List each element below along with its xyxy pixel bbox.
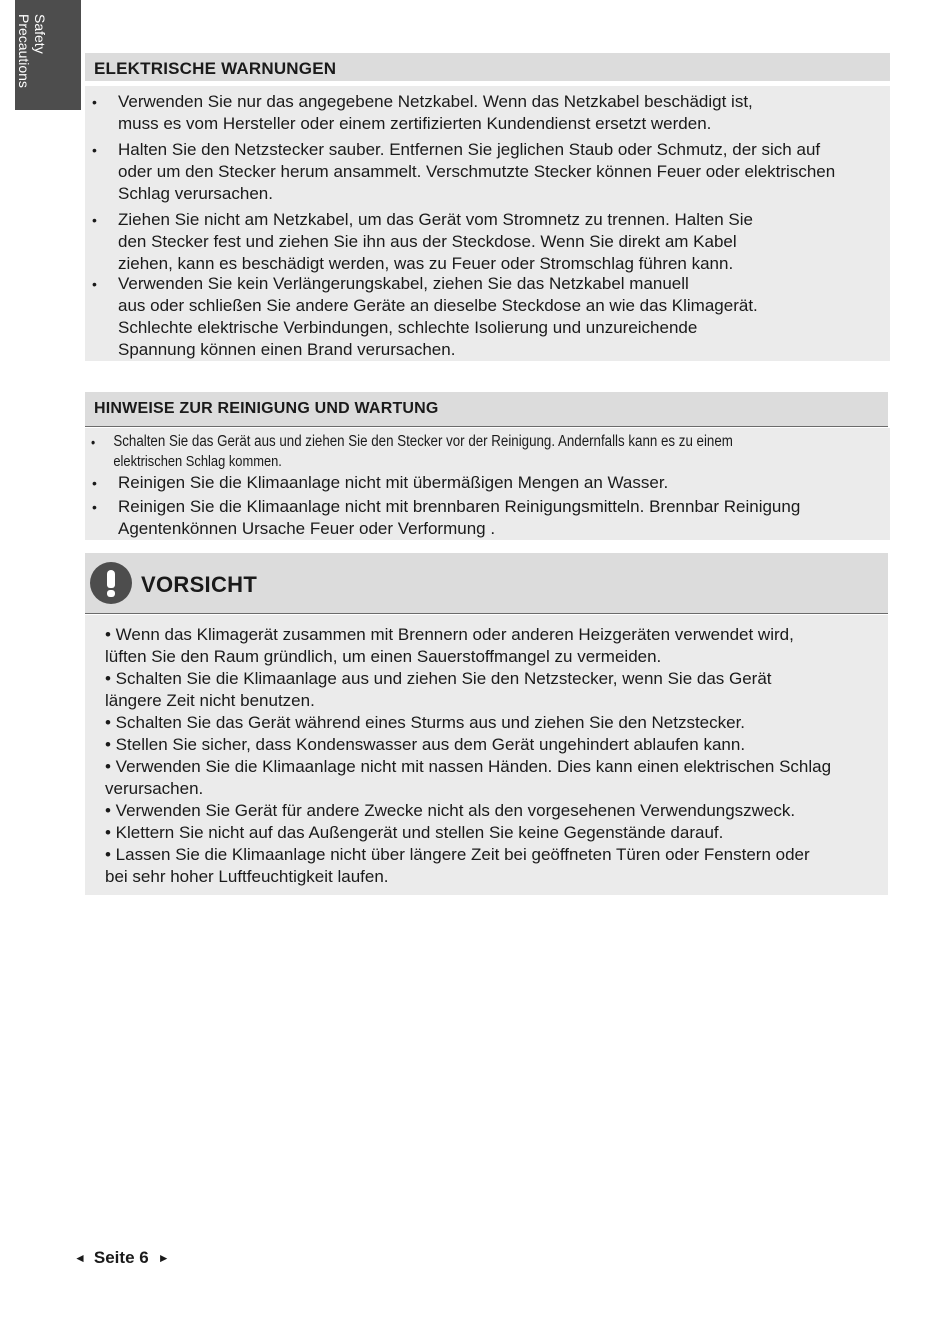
caution-line: • Lassen Sie die Klimaanlage nicht über längere Zeit bei geöffneten Türen oder Fenstern oder	[105, 845, 810, 864]
item-line: Spannung können einen Brand verursachen.	[118, 340, 456, 359]
electrical-warning-item	[85, 139, 835, 205]
item-line: Reinigen Sie die Klimaanlage nicht mit brennbaren Reinigungsmitteln. Brennbar Reinigung	[118, 497, 801, 516]
bullet-glyph: •	[91, 434, 96, 450]
prev-arrow-icon: ◄	[74, 1251, 86, 1265]
caution-list	[105, 624, 831, 888]
side-tab-label	[16, 14, 48, 88]
caution-line: • Verwenden Sie Gerät für andere Zwecke nicht als den vorgesehenen Verwendungszweck.	[105, 801, 796, 820]
bullet-glyph: •	[92, 212, 97, 228]
side-tab-line-2: Precautions	[16, 14, 32, 88]
cleaning-item	[85, 432, 913, 472]
caution-line: bei sehr hoher Luftfeuchtigkeit laufen.	[105, 867, 389, 886]
item-line: Schlag verursachen.	[118, 184, 273, 203]
item-line: ziehen, kann es beschädigt werden, was zu Feuer oder Stromschlag führen kann.	[118, 254, 734, 273]
caution-line: • Klettern Sie nicht auf das Außengerät und stellen Sie keine Gegenstände darauf.	[105, 823, 724, 842]
cleaning-item	[85, 496, 950, 540]
cleaning-maintenance-list	[85, 432, 950, 542]
caution-line: • Stellen Sie sicher, dass Kondenswasser aus dem Gerät ungehindert ablaufen kann.	[105, 735, 746, 754]
item-line: muss es vom Hersteller oder einem zertifizierten Kundendienst ersetzt werden.	[118, 114, 712, 133]
item-line: Reinigen Sie die Klimaanlage nicht mit übermäßigen Mengen an Wasser.	[118, 473, 669, 492]
item-line: Ziehen Sie nicht am Netzkabel, um das Gerät vom Stromnetz zu trennen. Halten Sie	[118, 210, 753, 229]
exclamation-point	[107, 590, 115, 597]
caution-panel	[85, 615, 888, 895]
item-line: den Stecker fest und ziehen Sie ihn aus der Steckdose. Wenn Sie direkt am Kabel	[118, 232, 737, 251]
item-line: Halten Sie den Netzstecker sauber. Entfernen Sie jeglichen Staub oder Schmutz, der sich auf	[118, 140, 821, 159]
caution-line: • Wenn das Klimagerät zusammen mit Brennern oder anderen Heizgeräten verwendet wird,	[105, 625, 794, 644]
cleaning-maintenance-title: HINWEISE ZUR REINIGUNG UND WARTUNG	[94, 400, 439, 417]
electrical-warning-item	[85, 209, 835, 275]
item-line: elektrischen Schlag kommen.	[113, 453, 282, 470]
bullet-glyph: •	[92, 499, 97, 515]
bullet-glyph: •	[92, 475, 97, 491]
electrical-warning-item	[85, 91, 835, 135]
caution-line: • Schalten Sie das Gerät während eines Sturms aus und ziehen Sie den Netzstecker.	[105, 713, 746, 732]
bullet-glyph: •	[92, 142, 97, 158]
page-number: Seite 6	[93, 1248, 149, 1267]
cleaning-item	[85, 472, 950, 494]
electrical-warnings-title: ELEKTRISCHE WARNUNGEN	[94, 59, 337, 78]
caution-line: verursachen.	[105, 779, 204, 798]
item-line: oder um den Stecker herum ansammelt. Verschmutzte Stecker können Feuer oder elektrischen	[118, 162, 836, 181]
cleaning-maintenance-header	[85, 392, 888, 427]
item-line: aus oder schließen Sie andere Geräte an dieselbe Steckdose an wie das Klimagerät.	[118, 296, 758, 315]
caution-line: lüften Sie den Raum gründlich, um einen Sauerstoffmangel zu vermeiden.	[105, 647, 662, 666]
exclamation-icon	[90, 562, 132, 604]
item-line: Agentenkönnen Ursache Feuer oder Verformung .	[118, 519, 496, 538]
item-line: Verwenden Sie nur das angegebene Netzkabel. Wenn das Netzkabel beschädigt ist,	[118, 92, 753, 111]
item-line: Verwenden Sie kein Verlängerungskabel, ziehen Sie das Netzkabel manuell	[118, 274, 689, 293]
electrical-warnings-panel	[85, 86, 890, 361]
page-footer	[74, 1248, 170, 1268]
caution-line: • Schalten Sie die Klimaanlage aus und ziehen Sie den Netzstecker, wenn Sie das Gerät	[105, 669, 772, 688]
electrical-warnings-list	[85, 91, 835, 365]
caution-line: • Verwenden Sie die Klimaanlage nicht mit nassen Händen. Dies kann einen elektrischen Schlag	[105, 757, 832, 776]
caution-title: VORSICHT	[141, 572, 258, 597]
caution-header	[85, 553, 888, 614]
cleaning-maintenance-panel	[85, 428, 890, 540]
side-tab	[15, 0, 81, 110]
electrical-warning-item	[85, 273, 835, 361]
bullet-glyph: •	[92, 94, 97, 110]
item-line: Schlechte elektrische Verbindungen, schlechte Isolierung und unzureichende	[118, 318, 698, 337]
bullet-glyph: •	[92, 276, 97, 292]
next-arrow-icon: ►	[157, 1251, 170, 1265]
item-line: Schalten Sie das Gerät aus und ziehen Sie den Stecker vor der Reinigung. Andernfalls kann es zu einem	[113, 433, 733, 450]
exclamation-bar	[107, 570, 115, 588]
caution-line: längere Zeit nicht benutzen.	[105, 691, 315, 710]
side-tab-line-1: Safety	[32, 14, 48, 54]
electrical-warnings-header	[85, 53, 890, 81]
